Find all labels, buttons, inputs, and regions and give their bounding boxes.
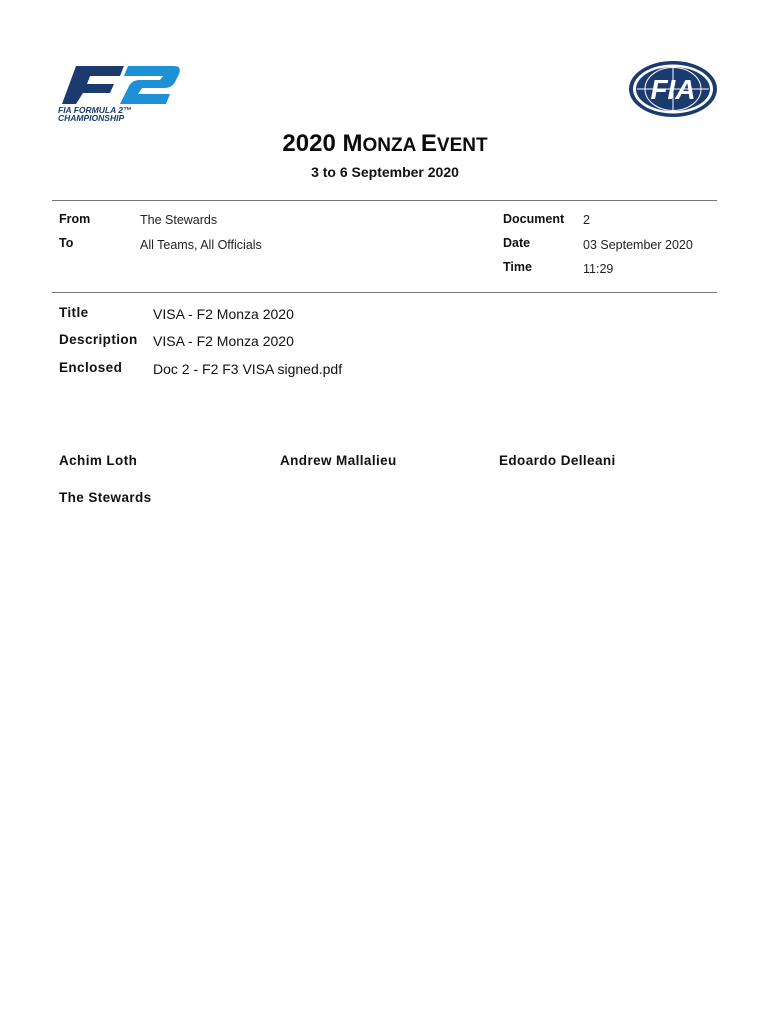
signatory-name: Edoardo Delleani (499, 453, 616, 468)
event-header (0, 130, 770, 180)
title-year: 2020 (282, 130, 343, 157)
title-initial-m: M (342, 130, 363, 157)
enclosed-value: Doc 2 - F2 F3 VISA signed.pdf (153, 361, 343, 377)
f2-championship-logo (54, 60, 184, 122)
time-value: 11:29 (583, 262, 614, 276)
title-label: Title (59, 305, 89, 320)
enclosed-label: Enclosed (59, 360, 123, 375)
event-dates: 3 to 6 September 2020 (311, 164, 459, 180)
title-rest-vent: VENT (436, 135, 488, 156)
svg-text:CHAMPIONSHIP: CHAMPIONSHIP (58, 113, 125, 122)
title-initial-e: E (420, 130, 437, 157)
signatory-name: Andrew Mallalieu (280, 453, 397, 468)
date-value: 03 September 2020 (583, 238, 693, 252)
document-label: Document (503, 212, 565, 226)
f2-logo-icon (54, 60, 184, 122)
signatory-name: Achim Loth (59, 453, 138, 468)
to-label: To (59, 236, 74, 250)
description-value: VISA - F2 Monza 2020 (153, 333, 294, 349)
document-value: 2 (583, 213, 590, 227)
middle-divider (52, 292, 717, 293)
stewards-footer: The Stewards (59, 490, 152, 505)
from-label: From (59, 212, 91, 226)
to-value: All Teams, All Officials (140, 238, 262, 252)
top-divider (52, 200, 717, 201)
from-value: The Stewards (140, 213, 218, 227)
title-value: VISA - F2 Monza 2020 (153, 306, 294, 322)
svg-text:FIA: FIA (650, 74, 696, 105)
fia-logo-icon (627, 59, 719, 119)
date-label: Date (503, 236, 531, 250)
title-rest-onza: ONZA (362, 135, 421, 156)
event-title (0, 130, 770, 158)
time-label: Time (503, 260, 532, 274)
description-label: Description (59, 332, 138, 347)
svg-text:FIA FORMULA 2™: FIA FORMULA 2™ (58, 105, 132, 115)
fia-logo (627, 59, 719, 119)
